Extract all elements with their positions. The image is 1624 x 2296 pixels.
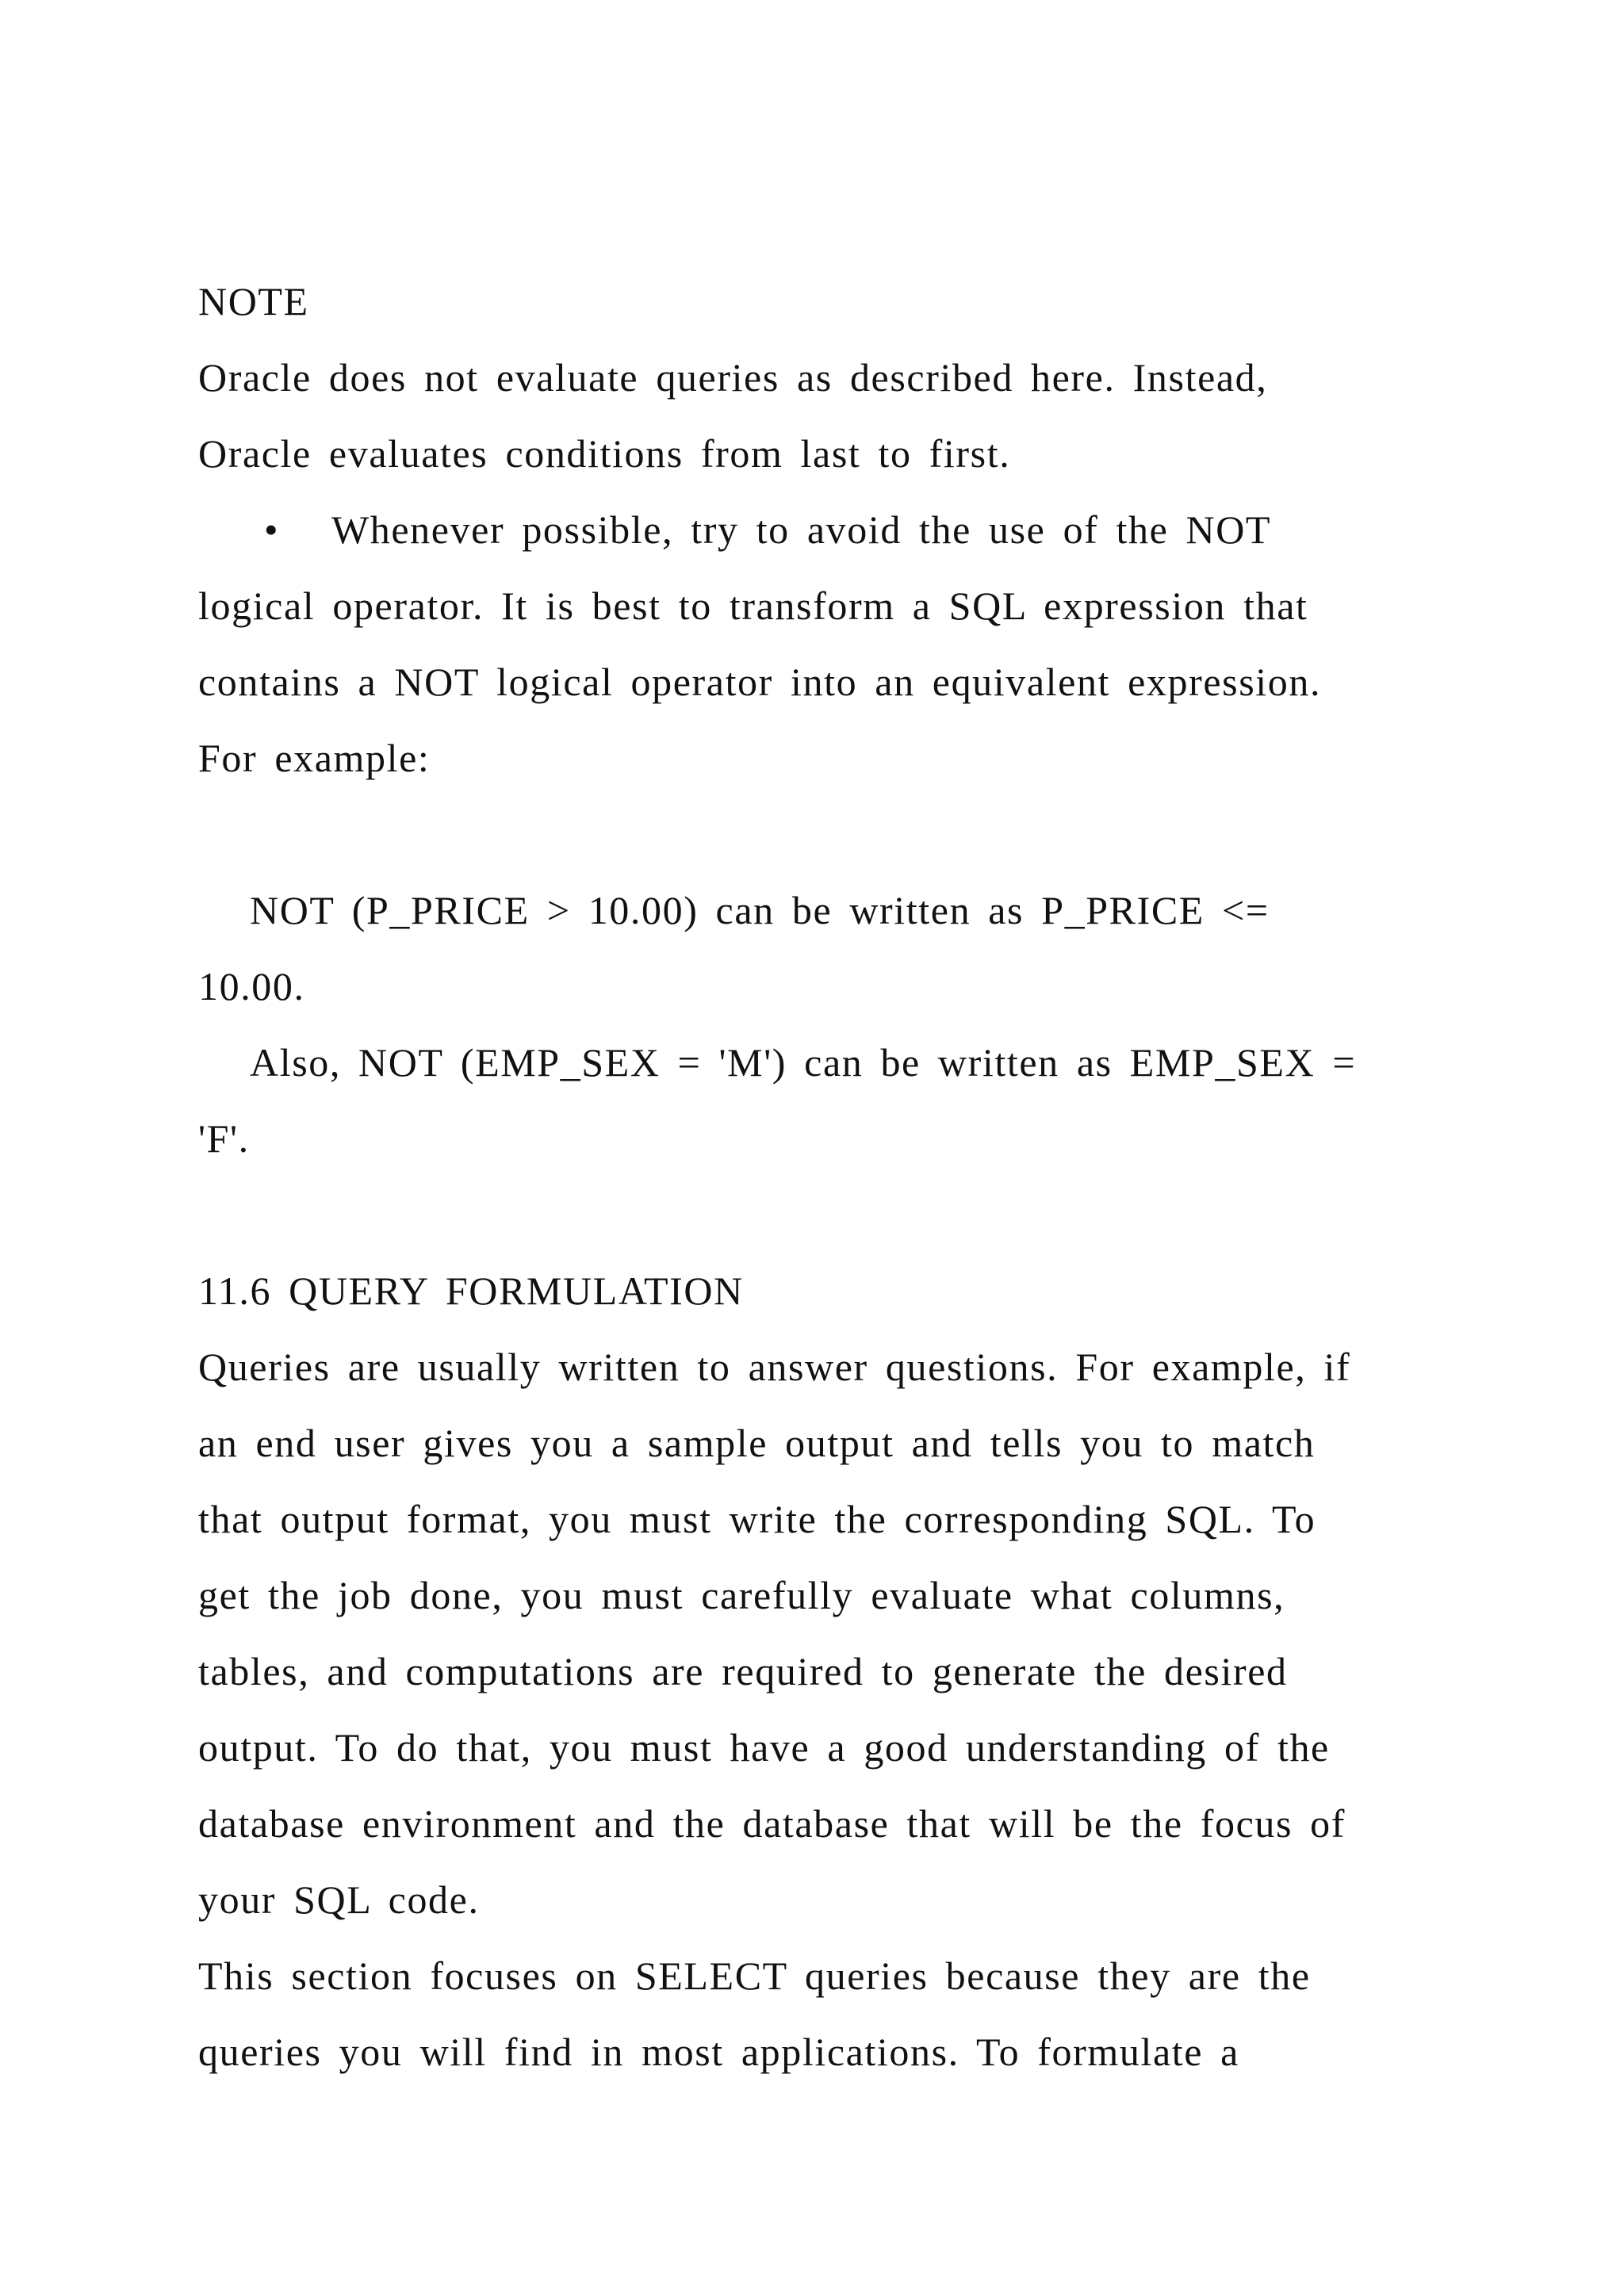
example-line: NOT (P_PRICE > 10.00) can be written as P_PRICE <=	[250, 888, 1270, 932]
paragraph-line: queries you will find in most applications. To formulate a	[198, 2030, 1239, 2074]
bullet-continuation: contains a NOT logical operator into an equivalent expression.	[198, 660, 1322, 704]
example-line: 10.00.	[198, 964, 305, 1008]
bullet-text: Whenever possible, try to avoid the use of the NOT	[331, 507, 1272, 552]
paragraph-line: your SQL code.	[198, 1877, 480, 1922]
note-line: Oracle does not evaluate queries as described here. Instead,	[198, 355, 1268, 400]
paragraph-line: database environment and the database that will be the focus of	[198, 1801, 1346, 1846]
bullet-continuation: For example:	[198, 736, 431, 780]
paragraph-line: that output format, you must write the corresponding SQL. To	[198, 1497, 1316, 1541]
note-line: Oracle evaluates conditions from last to first.	[198, 431, 1011, 476]
paragraph-line: tables, and computations are required to generate the desired	[198, 1649, 1288, 1693]
note-heading: NOTE	[198, 279, 309, 323]
paragraph-line: Queries are usually written to answer questions. For example, if	[198, 1345, 1351, 1389]
section-heading: 11.6 QUERY FORMULATION	[198, 1269, 744, 1313]
paragraph-line: This section focuses on SELECT queries because they are the	[198, 1954, 1311, 1998]
example-line: 'F'.	[198, 1116, 250, 1161]
paragraph-line: get the job done, you must carefully evaluate what columns,	[198, 1573, 1285, 1617]
bullet-continuation: logical operator. It is best to transform a SQL expression that	[198, 584, 1308, 628]
paragraph-line: an end user gives you a sample output and tells you to match	[198, 1421, 1316, 1465]
bullet-icon: •	[264, 507, 280, 552]
example-line: Also, NOT (EMP_SEX = 'M') can be written as EMP_SEX =	[250, 1040, 1357, 1085]
paragraph-line: output. To do that, you must have a good understanding of the	[198, 1725, 1330, 1770]
